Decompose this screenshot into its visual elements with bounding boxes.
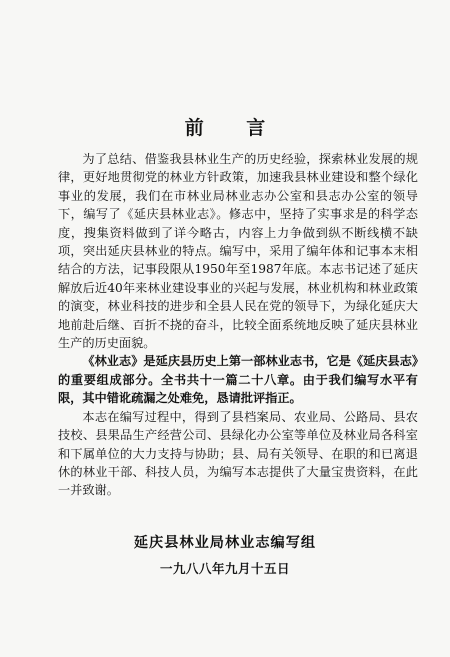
preface-paragraph-1: 为了总结、借鉴我县林业生产的历史经验，探索林业发展的规律，更好地贯彻党的林业方针政策，加速我县林业建设和整个绿化事业的发展，我们在市林业局林业志办公室和县志办公室的领导下，编写了《延庆县林业志》。修志中，坚持了实事求是的科学态度，搜集资料做到了详今略古，内容上力争做到纵不断线横不缺项，突出延庆县林业的特点。编写中，采用了编年体和记事本末相结合的方法，记事段限从1950年至1987年底。本志书记述了延庆解放后近40年来林业建设事业的兴起与发展，林业机构和林业政策的演变，林业科技的进步和全县人民在党的领导下，为绿化延庆大地前赴后继、百折不挠的奋斗，比较全面系统地反映了延庆县林业生产的历史面貌。 bbox=[58, 152, 418, 351]
document-date: 一九八八年九月十五日 bbox=[159, 561, 290, 576]
preface-paragraph-2: 《林业志》是延庆县历史上第一部林业志书，它是《延庆县志》的重要组成部分。全书共十一篇二十八章。由于我们编写水平有限，其中错讹疏漏之处难免，恳请批评指正。 bbox=[58, 354, 418, 406]
preface-body bbox=[58, 150, 418, 500]
preface-paragraph-3: 本志在编写过程中，得到了县档案局、农业局、公路局、县农技校、县果品生产经营公司、县绿化办公室等单位及林业局各科室和下属单位的大力支持与协助；县、局有关领导、在职的和已离退休的林业干部、科技人员，为编写本志提供了大量宝贵资料，在此一并致谢。 bbox=[58, 409, 418, 498]
page-title: 前 言 bbox=[184, 117, 284, 139]
author-signature: 延庆县林业局林业志编写组 bbox=[133, 535, 317, 551]
